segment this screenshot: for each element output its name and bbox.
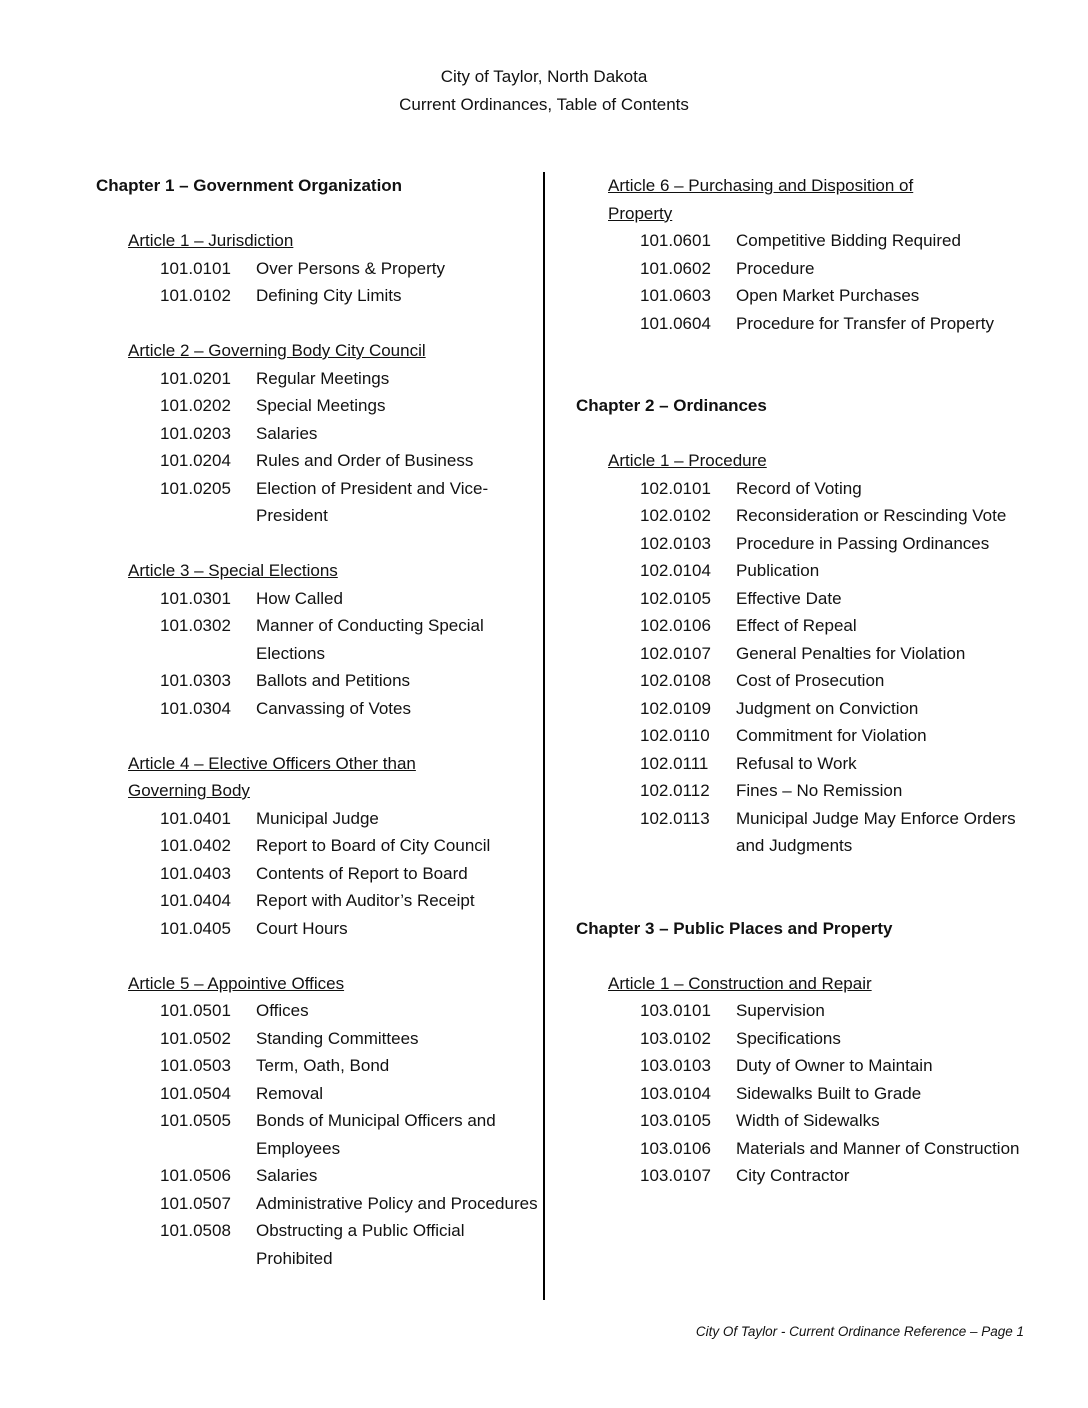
section-title: Open Market Purchases (736, 286, 920, 305)
section-number: 103.0104 (640, 1083, 711, 1103)
section-title: Record of Voting (736, 478, 862, 498)
toc-entry (96, 282, 541, 310)
section-title: How Called (256, 588, 343, 608)
toc-entry (96, 1217, 541, 1272)
toc-entry (96, 695, 541, 723)
section-title: Reconsideration or Rescinding Vote (736, 506, 1007, 525)
article-section (96, 337, 541, 530)
section-title: Specifications (736, 1028, 841, 1048)
document-header (0, 63, 1088, 119)
section-number: 101.0403 (160, 863, 231, 883)
toc-entry (576, 585, 1021, 613)
toc-entry (576, 722, 1021, 750)
section-title: Standing Committees (256, 1028, 419, 1048)
toc-entry (96, 255, 541, 283)
section-title: Procedure for Transfer of Property (736, 313, 994, 333)
article-heading: Article 1 – Construction and Repair (608, 973, 872, 993)
section-number: 101.0301 (160, 588, 231, 608)
entry-list (576, 997, 1021, 1190)
section-title: Report to Board of City Council (256, 836, 491, 855)
toc-entry (96, 1107, 541, 1162)
section-number: 102.0102 (640, 506, 711, 525)
section-title: Competitive Bidding Required (736, 231, 961, 250)
section-title: Sidewalks Built to Grade (736, 1083, 922, 1103)
section-number: 101.0502 (160, 1028, 231, 1048)
article-section (576, 447, 1021, 860)
article-heading: Article 4 – Elective Officers Other than Governing Body (128, 753, 416, 800)
section-number: 101.0203 (160, 423, 231, 443)
section-title: City Contractor (736, 1166, 850, 1185)
toc-entry (576, 282, 1021, 310)
section-number: 101.0507 (160, 1193, 231, 1213)
article-section (96, 557, 541, 722)
city-title: City of Taylor, North Dakota (440, 67, 648, 86)
section-number: 101.0506 (160, 1166, 231, 1185)
section-number: 103.0101 (640, 1001, 711, 1020)
toc-entry (576, 1162, 1021, 1190)
section-number: 102.0111 (640, 753, 709, 773)
toc-entry (576, 695, 1021, 723)
section-title: Salaries (256, 423, 318, 443)
section-title: Supervision (736, 1001, 825, 1020)
section-number: 101.0501 (160, 1001, 231, 1020)
section-title: Bonds of Municipal Officers and Employees (256, 1111, 496, 1158)
section-title: Publication (736, 561, 820, 580)
article-section (96, 227, 541, 310)
section-number: 101.0503 (160, 1056, 231, 1075)
article-section (576, 172, 1021, 337)
section-number: 101.0205 (160, 478, 231, 498)
entry-list (96, 365, 541, 530)
section-number: 103.0105 (640, 1111, 711, 1130)
section-title: Court Hours (256, 918, 348, 938)
left-column (96, 172, 541, 1272)
article-heading: Article 5 – Appointive Offices (128, 973, 345, 993)
section-title: Offices (256, 1001, 309, 1020)
toc-entry (576, 1052, 1021, 1080)
toc-entry (576, 750, 1021, 778)
toc-entry (96, 997, 541, 1025)
section-title: Obstructing a Public Official Prohibited (256, 1221, 465, 1268)
section-title: Election of President and Vice-President (256, 478, 489, 525)
section-number: 101.0101 (160, 258, 231, 278)
article-heading: Article 1 – Procedure (608, 451, 767, 470)
section-title: Duty of Owner to Maintain (736, 1056, 933, 1075)
section-title: Administrative Policy and Procedures (256, 1193, 538, 1213)
toc-entry (576, 640, 1021, 668)
section-number: 103.0103 (640, 1056, 711, 1075)
toc-entry (96, 420, 541, 448)
right-column (576, 172, 1021, 1190)
section-title: Rules and Order of Business (256, 451, 474, 470)
toc-entry (96, 1190, 541, 1218)
section-number: 101.0102 (160, 286, 231, 305)
toc-entry (96, 1080, 541, 1108)
article-section (96, 750, 541, 943)
toc-entry (576, 1135, 1021, 1163)
section-title: Refusal to Work (736, 753, 857, 773)
entry-list (96, 805, 541, 943)
entry-list (576, 227, 1021, 337)
toc-entry (96, 832, 541, 860)
article-section (576, 970, 1021, 1190)
section-number: 103.0106 (640, 1138, 711, 1158)
chapter-heading: Chapter 2 – Ordinances (576, 396, 767, 415)
section-title: General Penalties for Violation (736, 643, 966, 663)
toc-entry (96, 805, 541, 833)
chapter-heading: Chapter 3 – Public Places and Property (576, 918, 893, 938)
section-number: 101.0505 (160, 1111, 231, 1130)
section-title: Procedure (736, 258, 815, 278)
entry-list (96, 997, 541, 1272)
toc-entry (96, 612, 541, 667)
section-number: 101.0204 (160, 451, 231, 470)
section-number: 101.0202 (160, 396, 231, 415)
toc-entry (96, 1025, 541, 1053)
section-title: Regular Meetings (256, 368, 390, 388)
section-number: 102.0104 (640, 561, 711, 580)
section-number: 102.0109 (640, 698, 711, 718)
section-title: Width of Sidewalks (736, 1111, 880, 1130)
page-footer: City Of Taylor - Current Ordinance Reference – Page 1 (695, 1324, 1024, 1339)
toc-entry (96, 1052, 541, 1080)
section-title: Report with Auditor’s Receipt (256, 891, 475, 910)
section-title: Municipal Judge (256, 808, 379, 828)
toc-entry (576, 227, 1021, 255)
toc-entry (576, 997, 1021, 1025)
article-heading: Article 6 – Purchasing and Disposition of Property (608, 176, 914, 223)
section-title: Procedure in Passing Ordinances (736, 533, 990, 553)
section-title: Effective Date (736, 588, 842, 608)
section-title: Fines – No Remission (736, 781, 903, 800)
section-title: Commitment for Violation (736, 726, 927, 745)
toc-entry (96, 887, 541, 915)
section-number: 102.0103 (640, 533, 711, 553)
section-number: 101.0402 (160, 836, 231, 855)
toc-entry (576, 1080, 1021, 1108)
section-number: 101.0201 (160, 368, 231, 388)
section-title: Cost of Prosecution (736, 671, 885, 690)
section-number: 101.0302 (160, 616, 231, 635)
toc-entry (576, 530, 1021, 558)
section-number: 102.0112 (640, 781, 710, 800)
section-number: 102.0101 (640, 478, 711, 498)
toc-entry (576, 255, 1021, 283)
toc-entry (96, 667, 541, 695)
column-divider (543, 172, 545, 1300)
toc-entry (96, 447, 541, 475)
section-number: 102.0107 (640, 643, 711, 663)
section-number: 101.0303 (160, 671, 231, 690)
section-number: 101.0508 (160, 1221, 231, 1240)
toc-entry (576, 1107, 1021, 1135)
section-number: 101.0401 (160, 808, 231, 828)
entry-list (96, 585, 541, 723)
section-number: 101.0504 (160, 1083, 231, 1103)
section-title: Over Persons & Property (256, 258, 445, 278)
toc-entry (576, 777, 1021, 805)
section-title: Ballots and Petitions (256, 671, 411, 690)
entry-list (576, 475, 1021, 860)
section-number: 101.0604 (640, 313, 711, 333)
section-number: 102.0106 (640, 616, 711, 635)
section-title: Effect of Repeal (736, 616, 857, 635)
section-title: Canvassing of Votes (256, 698, 411, 718)
section-title: Judgment on Conviction (736, 698, 919, 718)
section-title: Materials and Manner of Construction (736, 1138, 1020, 1158)
toc-entry (96, 860, 541, 888)
section-number: 103.0102 (640, 1028, 711, 1048)
section-number: 102.0105 (640, 588, 711, 608)
section-number: 102.0113 (640, 808, 710, 828)
article-heading: Article 2 – Governing Body City Council (128, 341, 426, 360)
section-number: 101.0404 (160, 891, 231, 910)
section-number: 103.0107 (640, 1166, 711, 1185)
toc-title: Current Ordinances, Table of Contents (399, 95, 689, 114)
section-title: Contents of Report to Board (256, 863, 468, 883)
section-title: Removal (256, 1083, 324, 1103)
toc-entry (96, 915, 541, 943)
section-number: 102.0108 (640, 671, 711, 690)
article-heading: Article 3 – Special Elections (128, 561, 338, 580)
section-number: 101.0304 (160, 698, 231, 718)
section-title: Municipal Judge May Enforce Orders and Judgments (736, 808, 1016, 855)
toc-entry (96, 365, 541, 393)
section-title: Salaries (256, 1166, 318, 1185)
toc-entry (576, 502, 1021, 530)
section-number: 102.0110 (640, 726, 710, 745)
toc-entry (96, 585, 541, 613)
section-number: 101.0405 (160, 918, 231, 938)
toc-entry (96, 1162, 541, 1190)
chapter-heading: Chapter 1 – Government Organization (96, 176, 403, 195)
toc-entry (576, 1025, 1021, 1053)
section-number: 101.0601 (640, 231, 711, 250)
section-title: Defining City Limits (256, 286, 402, 305)
section-number: 101.0603 (640, 286, 711, 305)
section-title: Special Meetings (256, 396, 386, 415)
toc-entry (576, 805, 1021, 860)
toc-entry (576, 310, 1021, 338)
toc-entry (576, 557, 1021, 585)
entry-list (96, 255, 541, 310)
toc-entry (576, 612, 1021, 640)
section-title: Manner of Conducting Special Elections (256, 616, 484, 663)
section-number: 101.0602 (640, 258, 711, 278)
toc-entry (576, 667, 1021, 695)
section-title: Term, Oath, Bond (256, 1056, 390, 1075)
article-section (96, 970, 541, 1273)
toc-entry (96, 475, 541, 530)
toc-entry (576, 475, 1021, 503)
article-heading: Article 1 – Jurisdiction (128, 231, 294, 250)
toc-entry (96, 392, 541, 420)
